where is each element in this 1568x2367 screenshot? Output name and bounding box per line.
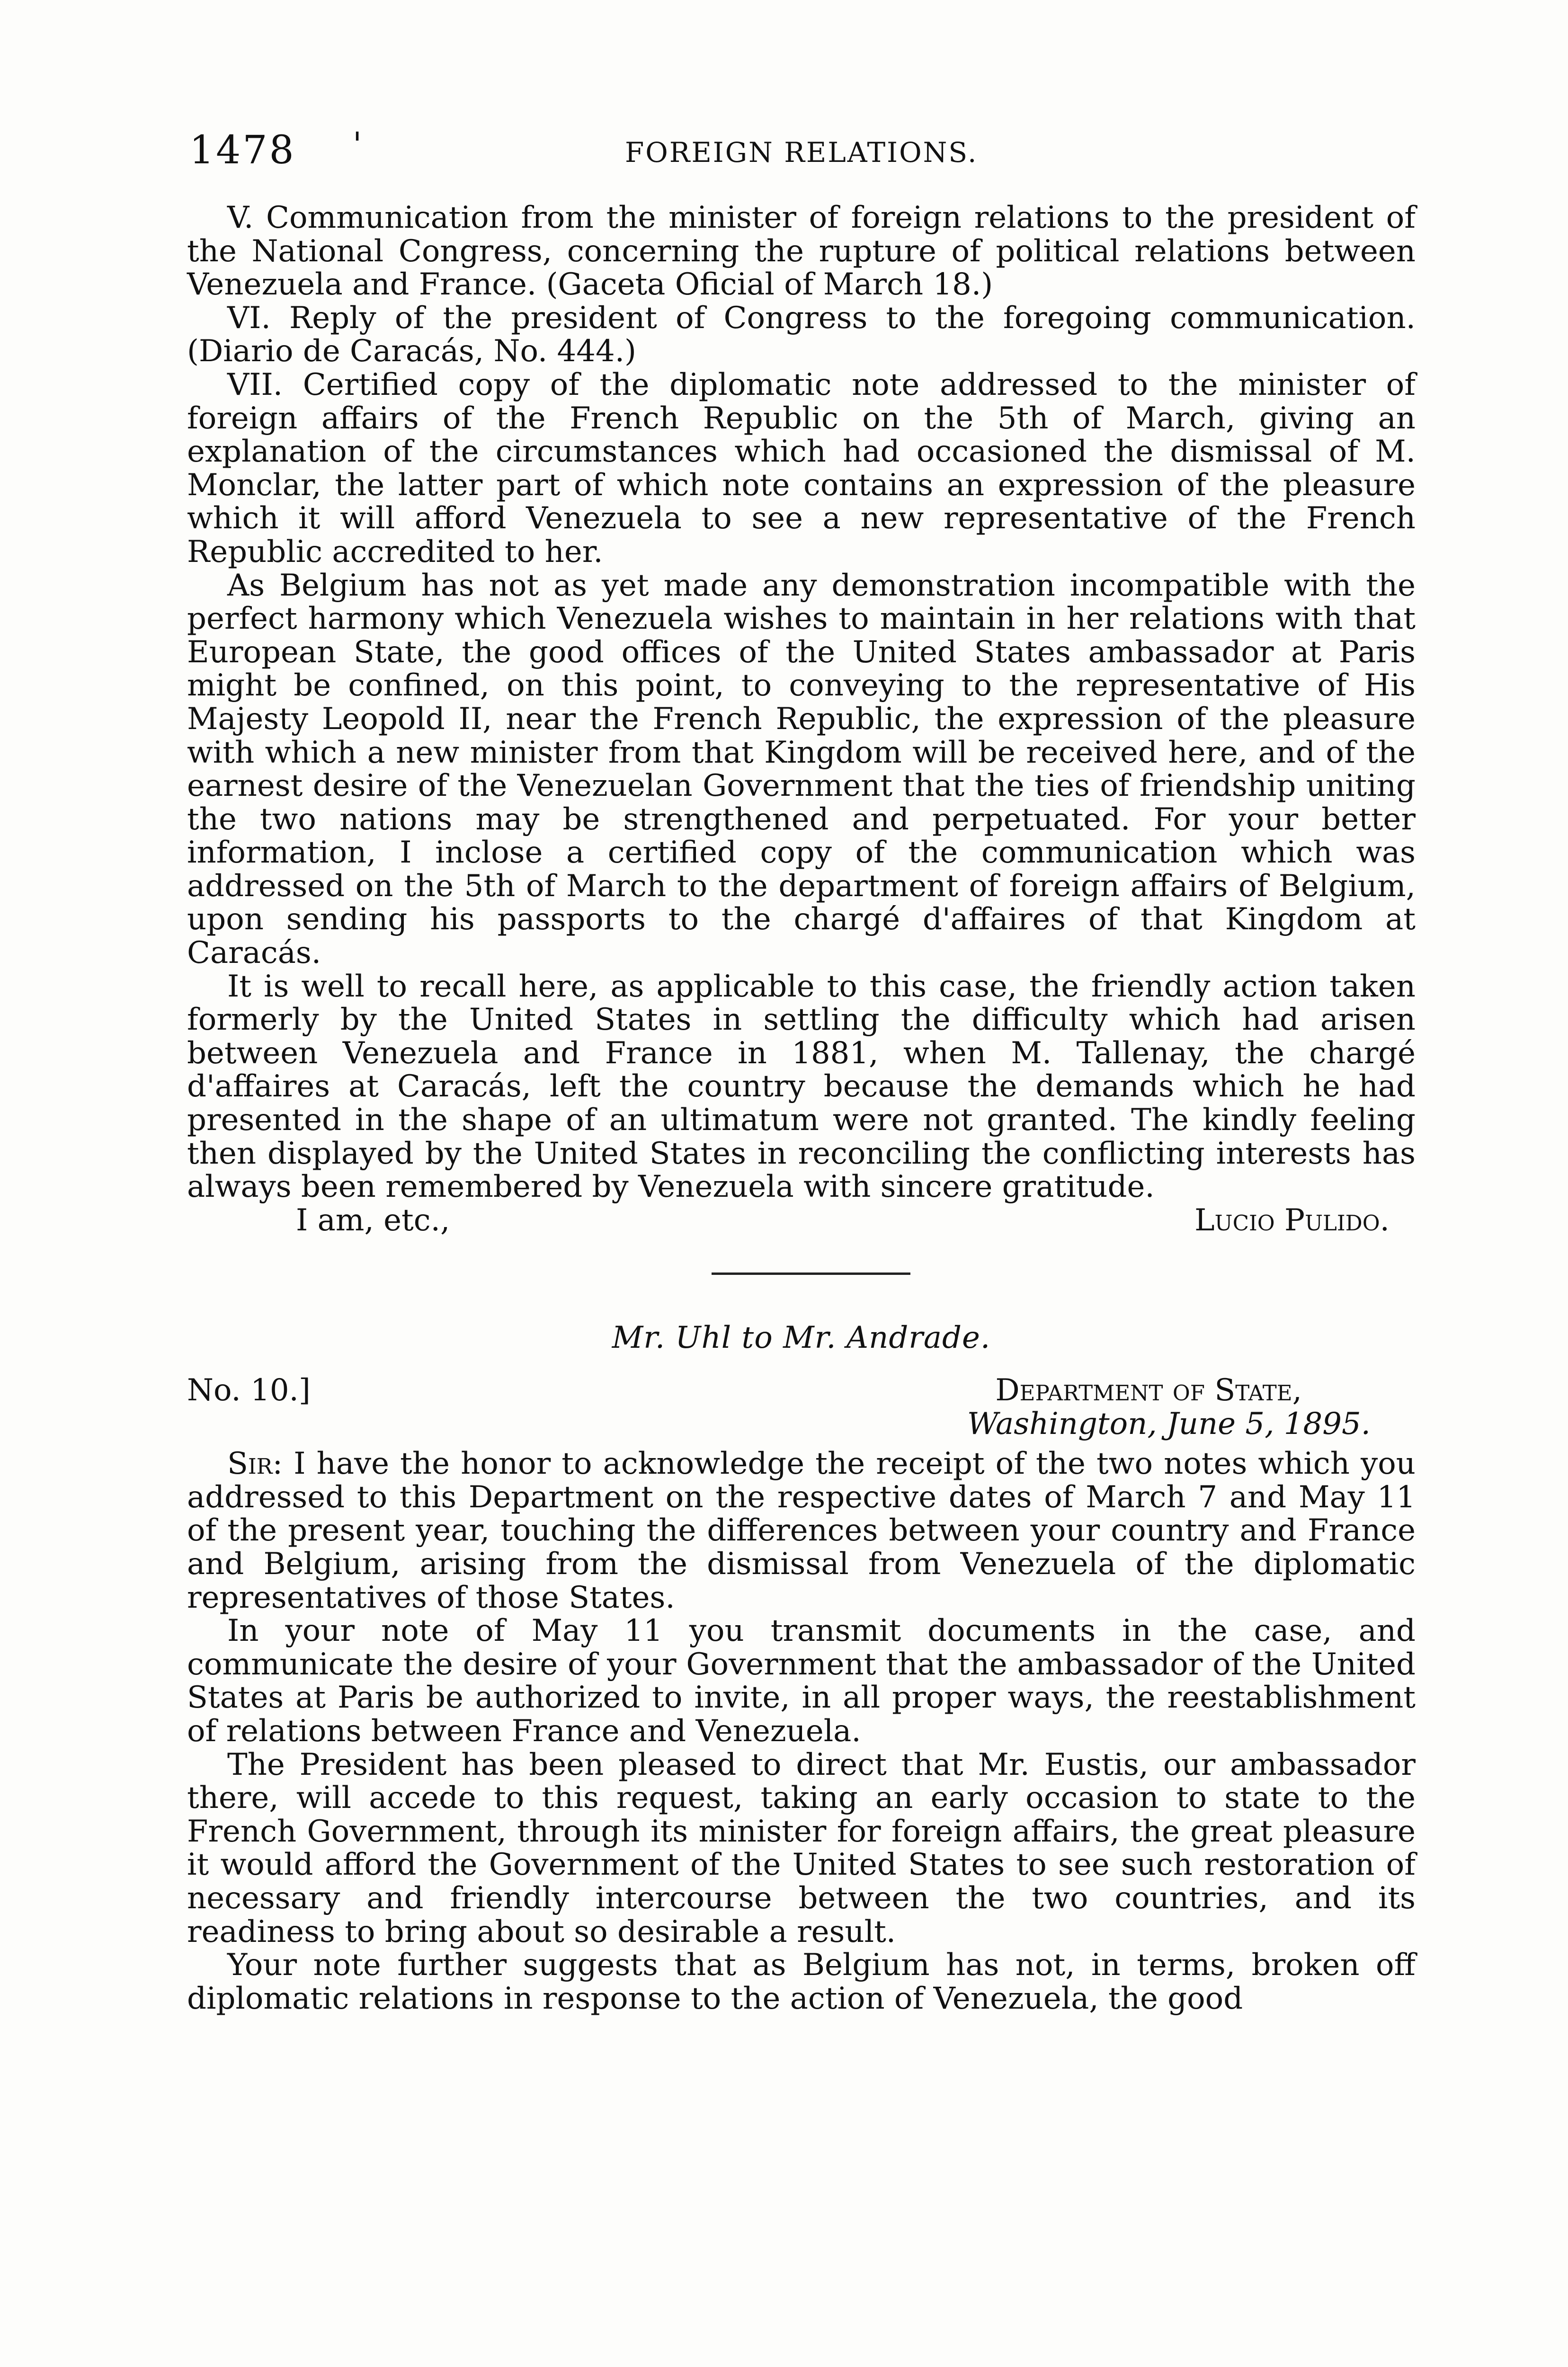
paragraph: VI. Reply of the president of Congress to the foregoing communication. (Diario de Caracás, No. 444.) xyxy=(187,300,1416,369)
closing-salutation: I am, etc., xyxy=(296,1202,450,1238)
paragraph: It is well to recall here, as applicable to this case, the friendly action taken formerly by the United States in settling the difficulty which had arisen between Venezuela and France in 1881, when M. Tallenay, the chargé d'affaires at Caracás, left the country because the demands which he had presented in the shape of an ultimatum were not granted. The kindly feeling then displayed by the United States in reconciling the conflicting interests has always been remembered by Venezuela with sincere gratitude. xyxy=(187,969,1416,1205)
page-number: 1478 xyxy=(189,128,296,173)
page-body xyxy=(187,201,1416,2015)
paragraph xyxy=(187,1447,1416,1614)
paragraph: The President has been pleased to direct that Mr. Eustis, our ambassador there, will accede to this request, taking an early occasion to state to the French Government, through its minister for foreign affairs, the great pleasure it would afford the Government of the United States to see such restoration of necessary and friendly intercourse between the two countries, and its readiness to bring about so desirable a result. xyxy=(187,1747,1416,1949)
letter-number: No. 10.] xyxy=(187,1373,311,1408)
letter-salutation: Sir: xyxy=(227,1446,283,1482)
signature: Lucio Pulido. xyxy=(1194,1202,1390,1238)
letter-closing xyxy=(187,1204,1416,1237)
paragraph: VII. Certified copy of the diplomatic note addressed to the minister of foreign affairs of the French Republic on the 5th of March, giving an explanation of the circumstances which had occasioned the dismissal of M. Monclar, the latter part of which note contains an expression of the pleasure which it will afford Venezuela to see a new representative of the French Republic accredited to her. xyxy=(187,367,1416,570)
running-head: FOREIGN RELATIONS. xyxy=(625,136,978,169)
letter-dateline xyxy=(187,1374,1416,1407)
section-divider xyxy=(712,1272,910,1275)
letter-heading: Mr. Uhl to Mr. Andrade. xyxy=(612,1320,991,1356)
paragraph: V. Communication from the minister of foreign relations to the president of the National Congress, concerning the rupture of political relations between Venezuela and France. (Gaceta Oficial of March 18.) xyxy=(187,200,1416,303)
page-header xyxy=(189,125,1411,180)
paragraph-text: I have the honor to acknowledge the receipt of the two notes which you addressed to this Department on the respective dates of March 7 and May 11 of the present year, touching the differences between your country and France and Belgium, arising from the dismissal from Venezuela of the diplomatic representatives of those States. xyxy=(187,1446,1416,1615)
paragraph: In your note of May 11 you transmit documents in the case, and communicate the desire of your Government that the ambassador of the United States at Paris be authorized to invite, in all proper ways, the reestablishment of relations between France and Venezuela. xyxy=(187,1613,1416,1749)
paragraph: As Belgium has not as yet made any demonstration incompatible with the perfect harmony which Venezuela wishes to maintain in her relations with that European State, the good offices of the United States ambassador at Paris might be confined, on this point, to conveying to the representative of His Majesty Leopold II, near the French Republic, the expression of the pleasure with which a new minister from that Kingdom will be received here, and of the earnest desire of the Venezuelan Government that the ties of friendship uniting the two nations may be strengthened and perpetuated. For your better information, I inclose a certified copy of the communication which was addressed on the 5th of March to the department of foreign affairs of Belgium, upon sending his passports to the chargé d'affaires of that Kingdom at Caracás. xyxy=(187,568,1416,971)
header-mark: ' xyxy=(353,125,362,164)
department-name: Department of State, xyxy=(995,1373,1302,1408)
paragraph: Your note further suggests that as Belgium has not, in terms, broken off diplomatic relations in response to the action of Venezuela, the good xyxy=(187,1948,1416,2016)
place-date: Washington, June 5, 1895. xyxy=(967,1406,1371,1442)
